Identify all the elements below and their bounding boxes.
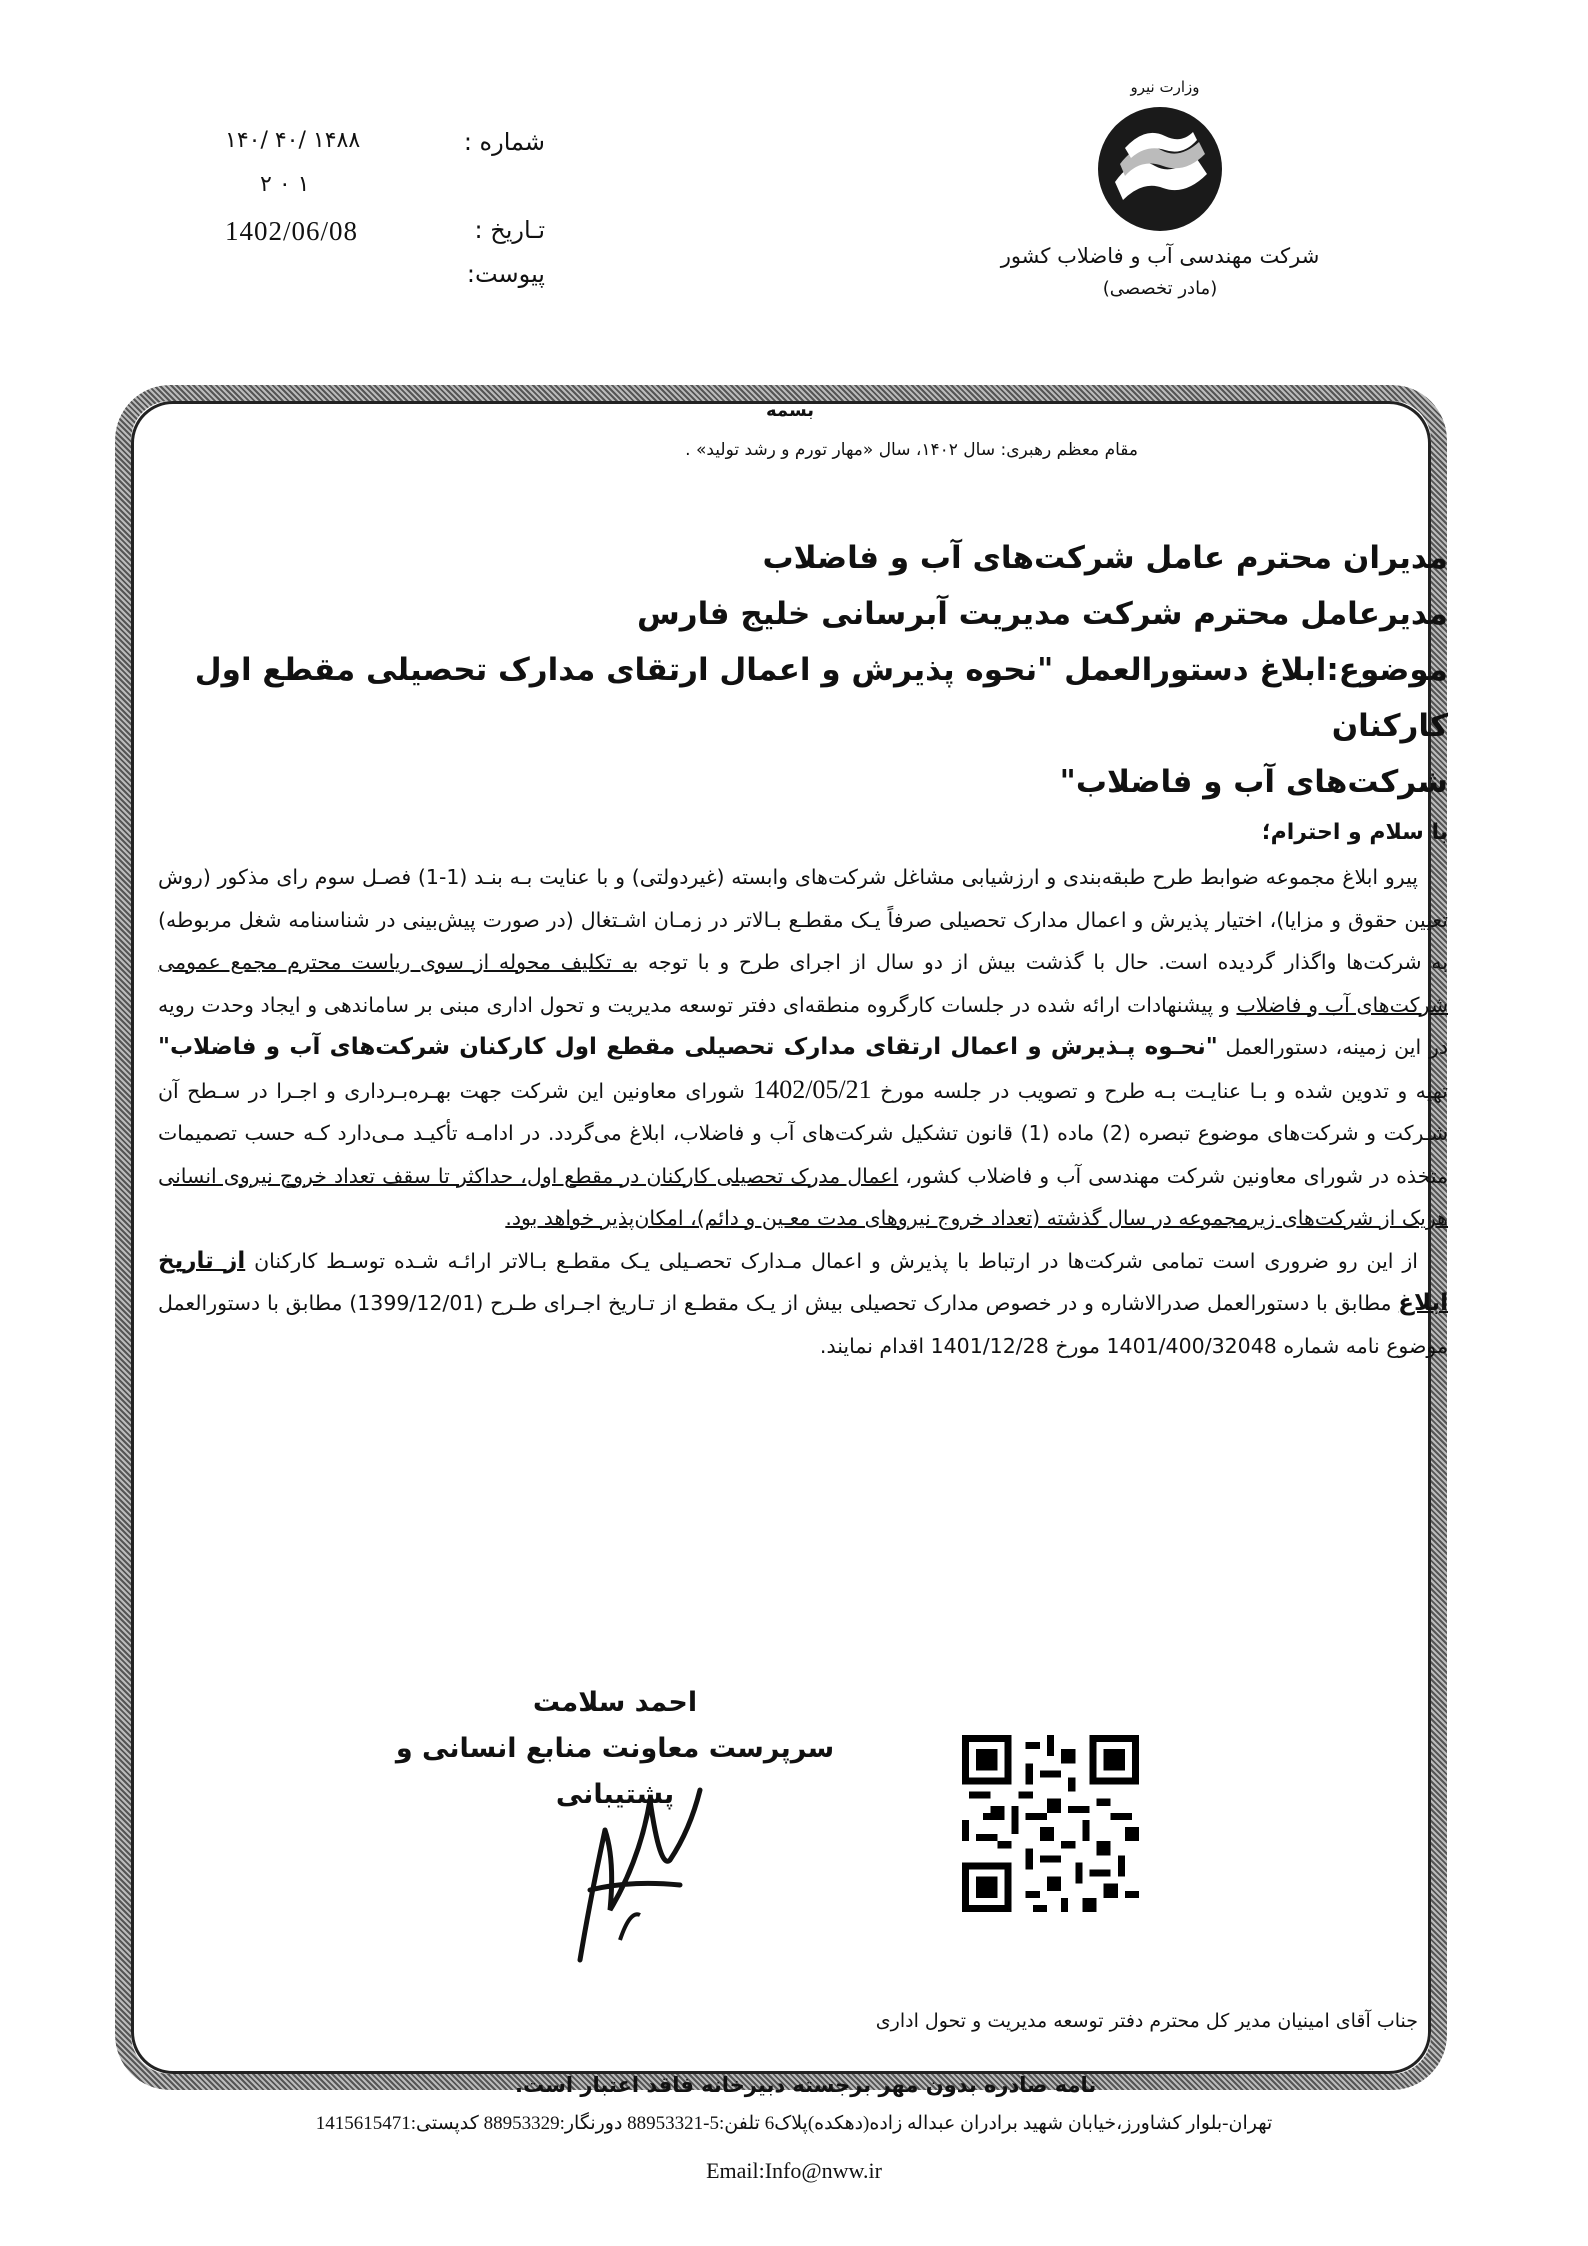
p1-part-b: به تکلیف محوله از سوی ریاست محترم مجمع عمومی شرکت‌های آب و فاضلاب	[158, 950, 1448, 1017]
p1-meeting-date: 1402/05/21	[753, 1074, 872, 1104]
p1-part-c: و پیشنهادات ارائه شده در جلسات کارگروه منطقه‌ای دفتر توسعه مدیریت و تحول اداری مبنی بر ساماندهی و ایجاد وحدت رویه در این زمینه، دستورالعمل	[158, 992, 1448, 1059]
paragraph-2	[158, 1240, 1448, 1368]
leader-motto: مقام معظم رهبری: سال ۱۴۰۲، سال «مهار تورم و رشد تولید» .	[685, 440, 1138, 460]
number-value: ۱۴۸۸ /۴۰ /۱۴۰	[225, 128, 361, 153]
p2-part-c: مطابق با دستورالعمل صدرالاشاره و در خصوص مدارک تحصیلی بیش از یـک مقطـع از تـاریخ اجـرای طـرح (1399/12/01) مطابق با دستورالعمل موضوع نامه شماره 1401/400/32048 مورخ 1401/12/28 اقدام نمایند.	[158, 1291, 1448, 1358]
company-subtitle: (مادر تخصصی)	[1102, 278, 1218, 299]
p1-part-e: تهیه و تدوین شده و بـا عنایـت بـه طرح و تصویب در جلسه مورخ	[880, 1078, 1448, 1103]
letter-meta	[200, 128, 545, 304]
letter-headings	[158, 530, 1448, 810]
subject-line-1: موضوع:ابلاغ دستورالعمل "نحوه پذیرش و اعمال ارتقای مدارک تحصیلی مقطع اول کارکنان	[194, 652, 1448, 744]
carbon-copy: جناب آقای امینیان مدیر کل محترم دفتر توسعه مدیریت و تحول اداری	[875, 2010, 1418, 2032]
date-label: تـاریخ :	[474, 216, 545, 244]
paragraph-1	[158, 856, 1448, 1240]
number-label: شماره :	[463, 128, 545, 156]
attachment-row	[200, 260, 545, 304]
qr-code	[962, 1735, 1139, 1912]
p1-part-g: اعمال مدرک تحصیلی کارکنان در مقطع اول، حداکثر تا سقف تعداد خروج نیروی انسانی هریک از شرکت‌های زیرمجموعه در سال گذشته (تعداد خروج نیروهای مدت معـین و دائم)، امکان‌پذیر خواهد بود.	[158, 1163, 1448, 1230]
signer-name: احمد سلامت	[532, 1687, 698, 1718]
p2-notification-date: از تاریخ ابلاغ	[158, 1247, 1448, 1316]
greeting-text: با سلام و احترام؛	[1261, 820, 1448, 845]
letter-body	[158, 856, 1448, 1367]
p2-part-a: از این رو ضروری است تمامی شرکت‌ها در ارتباط با پذیرش و اعمال مـدارک تحصـیلی یـک مقطـع بـالاتر ارائـه شـده توسـط کارکنان	[254, 1248, 1418, 1273]
greeting	[158, 820, 1448, 845]
organization-header	[975, 78, 1345, 299]
number-sub-row	[200, 172, 545, 216]
signer-title: سرپرست معاونت منابع انسانی و پشتیبانی	[395, 1733, 835, 1810]
p1-instruction-title: "نحـوه پـذیرش و اعمال ارتقای مدارک تحصیلی مقطع اول کارکنان شرکت‌های آب و فاضلاب"	[158, 1034, 1218, 1060]
number-row	[200, 128, 545, 172]
recipient-line-1: مدیران محترم عامل شرکت‌های آب و فاضلاب	[762, 540, 1448, 576]
stamp-note: نامه صادره بدون مهر برجسته دبیرخانه فاقد اعتبار است.	[515, 2073, 1097, 2097]
recipient-line-2: مدیرعامل محترم شرکت مدیریت آبرسانی خلیج فارس	[637, 596, 1448, 632]
footer-address: تهران-بلوار کشاورز،خیابان شهید برادران عبداله زاده(دهکده)پلاک6 تلفن:5-88953321 دورنگار:88953329 کدپستی:1415615471	[315, 2113, 1273, 2134]
date-value: 1402/06/08	[225, 216, 359, 246]
number-sub-value: ۱ ۰ ۲	[260, 172, 310, 197]
handwritten-signature	[520, 1710, 750, 1980]
company-name: شرکت مهندسی آب و فاضلاب کشور	[1000, 244, 1320, 268]
subject-line-2: شرکت‌های آب و فاضلاب"	[1059, 764, 1448, 800]
p1-part-a: پیرو ابلاغ مجموعه ضوابط طرح طبقه‌بندی و ارزشیابی مشاغل شرکت‌های وابسته (غیردولتی) و با عنایت بـه بنـد (1-1) فصـل سوم رای مذکور (روش تعیین حقوق و مزایا)، اختیار پذیرش و اعمال مدارک تحصیلی صرفاً یـک مقطـع بـالاتر در زمـان اشـتغال (در صورت پیش‌بینی در شناسنامه شغل مربوطه) به شرکت‌ها واگذار گردیده است. حال با گذشت بیش از دو سال از اجرای طرح و با توجه	[158, 865, 1448, 974]
ministry-name: وزارت نیرو	[1130, 78, 1200, 96]
date-row	[200, 216, 545, 260]
company-logo	[1095, 104, 1225, 234]
footer-email: Email:Info@nww.ir	[706, 2158, 882, 2183]
p1-part-f: شورای معاونین این شرکت جهت بهـره‌بـرداری و اجـرا در سـطح آن شـرکت و شرکت‌های موضوع تبصره (2) ماده (1) قانون تشکیل شرکت‌های آب و فاضلاب، ابلاغ می‌گردد. در ادامـه تأکیـد مـی‌دارد کـه حسب تصمیمات متخذه در شورای معاونین شرکت مهندسی آب و فاضلاب کشور،	[158, 1078, 1449, 1188]
basmala: بسمه	[765, 400, 815, 421]
attachment-label: پیوست:	[466, 260, 545, 288]
